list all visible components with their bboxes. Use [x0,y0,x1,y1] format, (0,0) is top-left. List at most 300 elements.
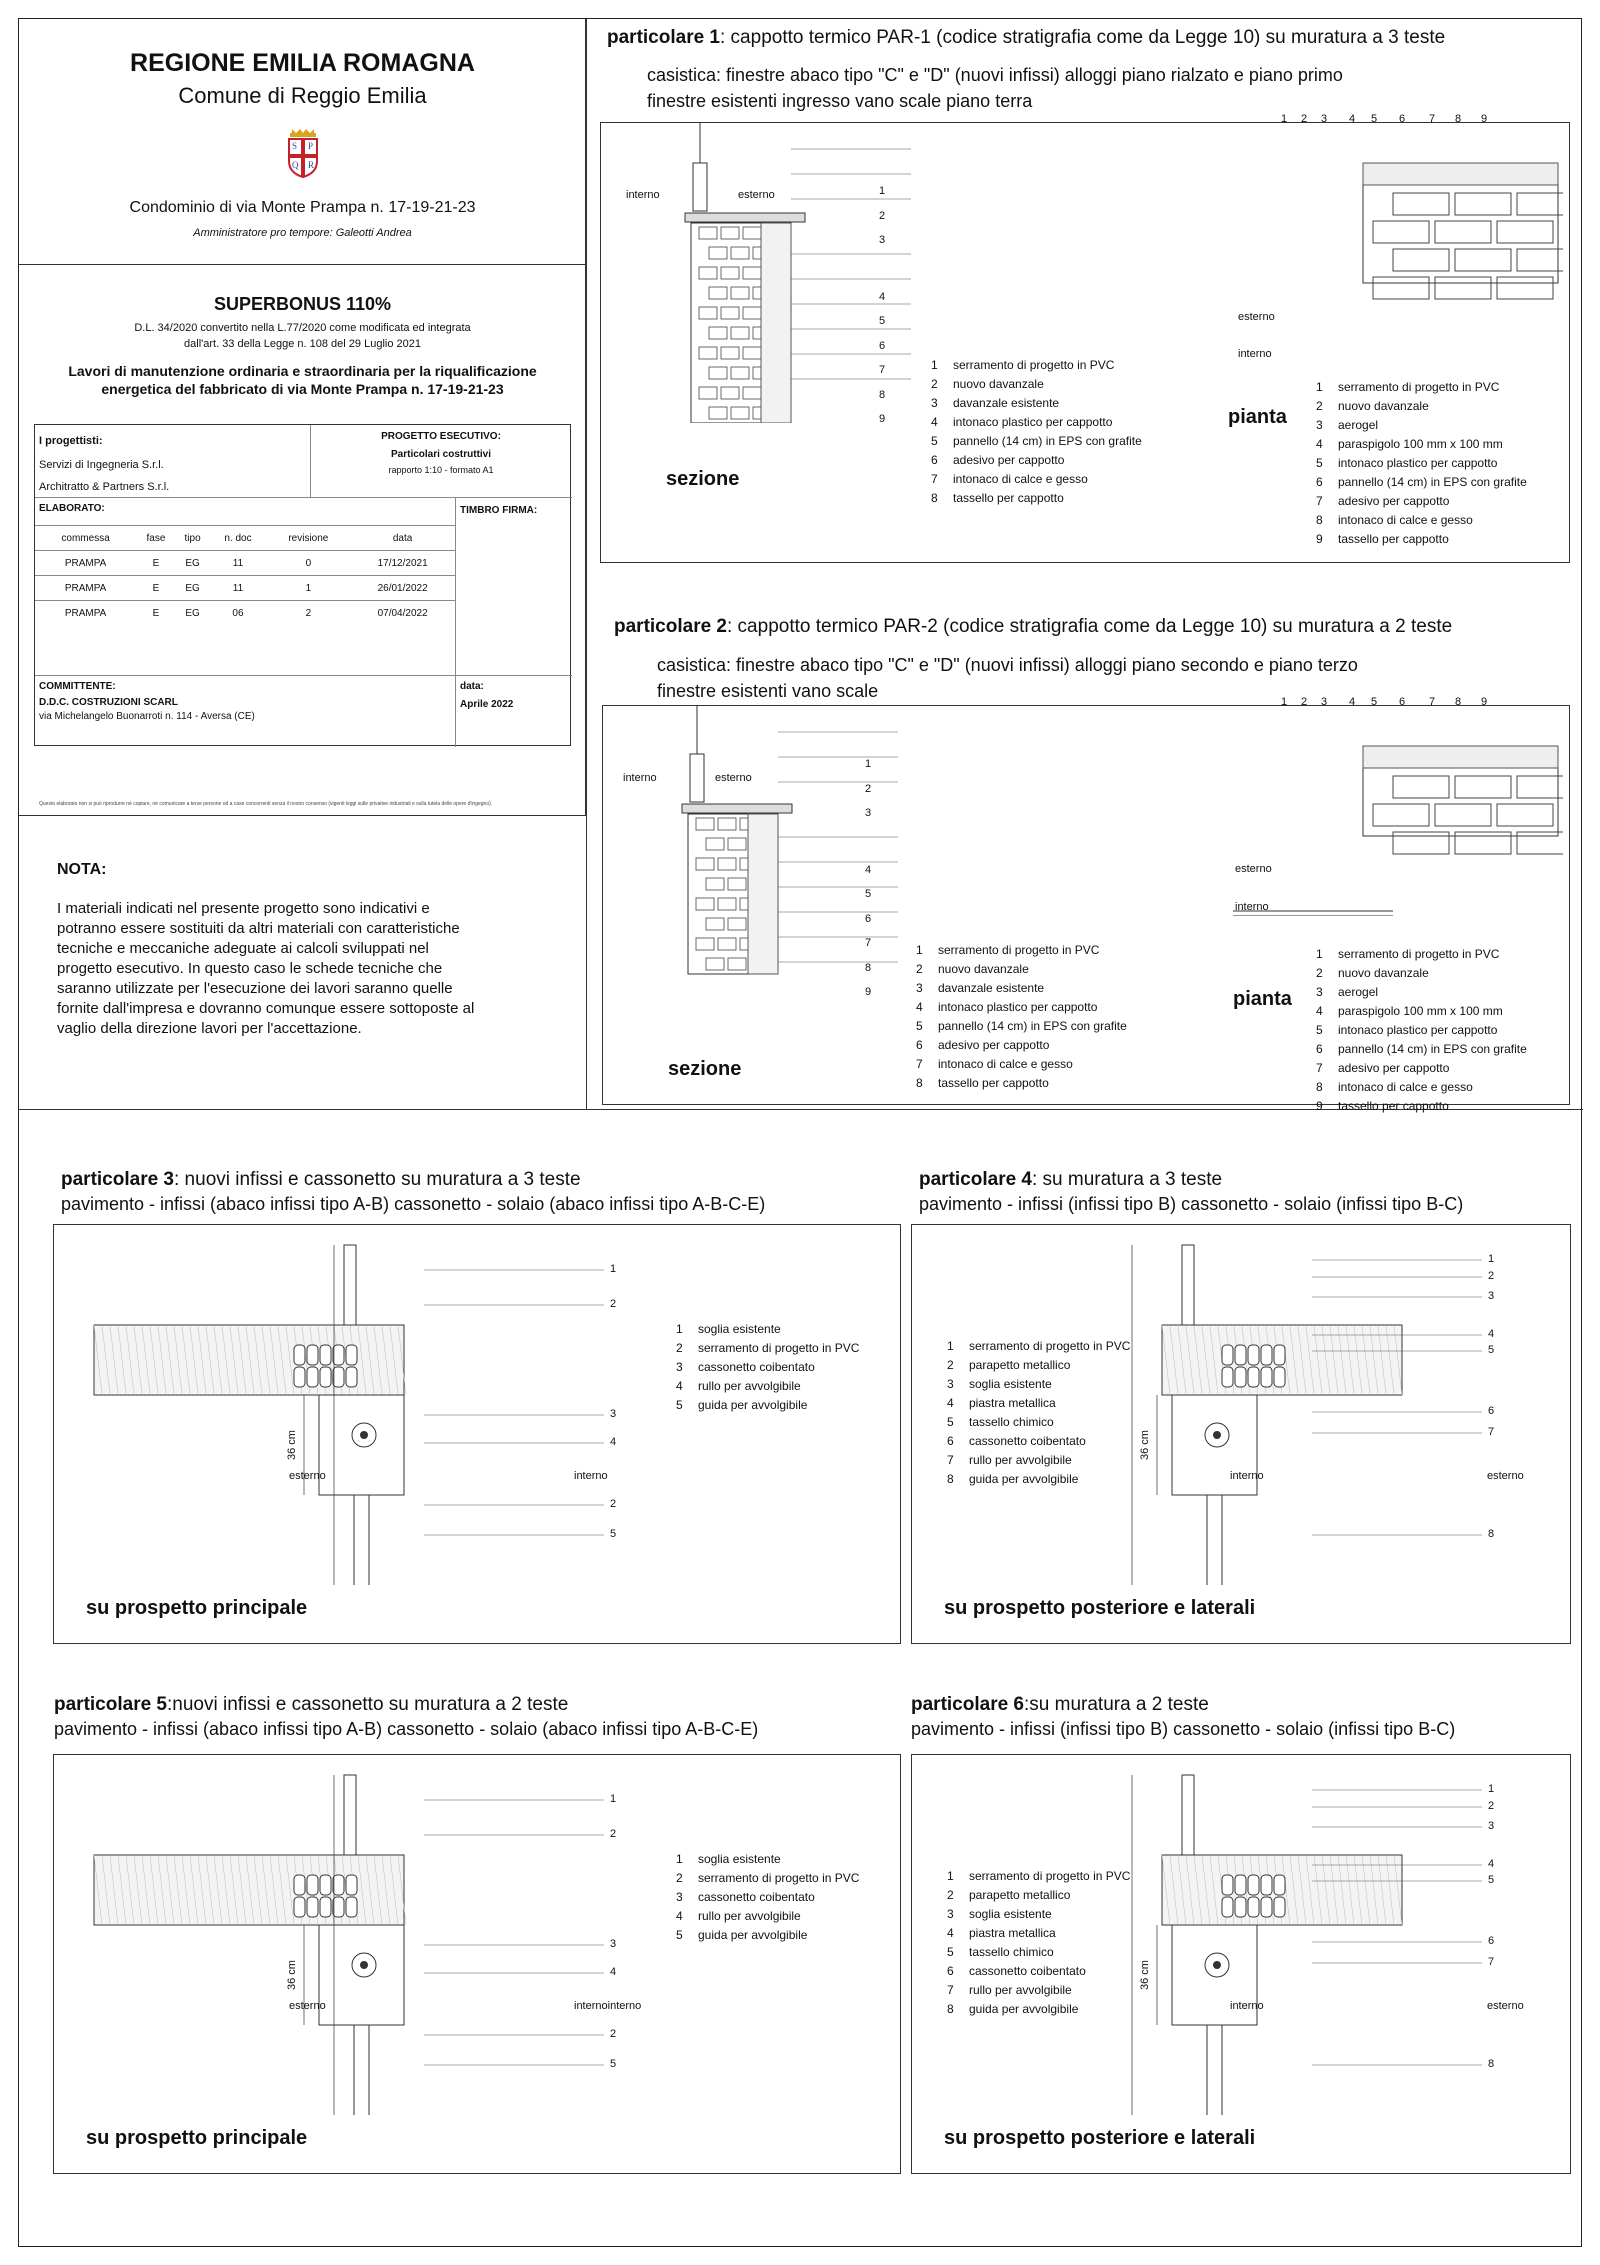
brick [1435,221,1491,243]
legend-text: nuovo davanzale [938,962,1029,976]
legend-number: 7 [916,1057,923,1071]
detail-callout-number: 5 [610,2058,617,2070]
legend-number: 3 [931,396,938,410]
cell: E [136,576,176,601]
table-row [35,576,455,601]
nota-line: I materiali indicati nel presente progetto sono indicativi e [57,900,430,917]
legend-number: 6 [947,1964,954,1978]
brick [728,918,746,930]
legend-item [916,1017,1127,1036]
legend-text: intonaco di calce e gesso [953,472,1088,486]
legend-number: 2 [676,1871,683,1885]
p6-frame [911,1754,1571,2174]
brick [1517,776,1563,798]
brick [1373,804,1429,826]
brick [1455,776,1511,798]
brick [1435,804,1491,826]
superbonus-line2: dall'art. 33 della Legge n. 108 del 29 Luglio 2021 [184,338,421,350]
brick [699,227,717,239]
block-cell [320,1345,331,1365]
legend-number: 4 [916,1000,923,1014]
hsep-2 [35,675,572,676]
brick [1393,832,1449,854]
p4-legend [947,1337,1130,1489]
detail-callout-number: 2 [610,2028,617,2040]
legend-number: 7 [1316,494,1323,508]
brick [1455,193,1511,215]
block-cell [346,1367,357,1387]
legend-text: intonaco plastico per cappotto [1338,456,1498,470]
legend-item [1316,473,1527,492]
plan-callout-number: 4 [1349,113,1356,125]
progettista-1: Servizi di Ingegneria S.r.l. [39,459,164,471]
block-cell [1235,1875,1246,1895]
crest-letter-q: Q [292,160,299,170]
legend-text: intonaco plastico per cappotto [953,415,1113,429]
block-cell [333,1345,344,1365]
interno-label: interno [1230,1470,1264,1482]
col-fase: fase [136,526,176,551]
crest-letter-s: S [292,141,298,151]
detail-callout-number: 4 [610,1436,617,1448]
block-cell [320,1875,331,1895]
plan-bricks [1363,746,1563,854]
legend-text: serramento di progetto in PVC [953,358,1115,372]
block-cell [346,1897,357,1917]
p3-title-rest: : nuovi infissi e cassonetto su muratura a 3 teste [174,1169,581,1190]
plan-callout-number: 8 [1455,113,1462,125]
plan-callout-number: 7 [1429,696,1436,708]
window-frame [690,754,704,802]
plan-callout-number: 2 [1301,696,1308,708]
legend-item [916,960,1127,979]
block-cell [333,1875,344,1895]
legend-item [916,1036,1127,1055]
cell: 06 [209,601,266,626]
legend-item [1316,964,1527,983]
legend-text: serramento di progetto in PVC [698,1871,860,1885]
brick [1455,249,1511,271]
p4-title-bold: particolare 4 [919,1169,1032,1190]
p2-title [614,616,1452,638]
superbonus-line1: D.L. 34/2020 convertito nella L.77/2020 come modificata ed integrata [134,322,471,334]
p3-sub: pavimento - infissi (abaco infissi tipo A-B) cassonetto - solaio (abaco infissi tipo A-B-C-E) [61,1194,766,1214]
legend-number: 2 [676,1341,683,1355]
cell: 0 [266,551,350,576]
legend-number: 2 [1316,966,1323,980]
legend-item [916,941,1127,960]
brick [1393,776,1449,798]
brick [731,287,749,299]
disclaimer: Questo elaborato non si può riprodurre né copiare, né comunicare a terze persone od a case concorrenti senza il nostro consenso (vigenti leggi sulle privative industriali e sulla tutela delle opere d'ingegno). [39,801,493,807]
superbonus-title: SUPERBONUS 110% [213,294,392,314]
brick [709,247,727,259]
nota-line: fornite dall'impresa e dovranno comunque essere sottoposte al [57,1000,475,1017]
legend-text: guida per avvolgibile [698,1398,808,1412]
detail-callout-number: 4 [610,1966,617,1978]
progettista-2: Architratto & Partners S.r.l. [39,481,170,493]
p1-legend-pianta [1316,378,1527,549]
brick [1373,221,1429,243]
legend-item [916,1055,1127,1074]
detail-callout-number: 5 [610,1528,617,1540]
callout: 4 [865,863,872,876]
p4-sub: pavimento - infissi (infissi tipo B) cassonetto - solaio (infissi tipo B-C) [919,1194,1464,1214]
legend-number: 8 [947,1472,954,1486]
legend-text: tassello per cappotto [938,1076,1049,1090]
callout: 2 [865,782,872,795]
legend-text: pannello (14 cm) in EPS con grafite [1338,1042,1527,1056]
legend-text: soglia esistente [698,1322,781,1336]
legend-number: 9 [1316,1099,1323,1113]
legend-text: intonaco di calce e gesso [938,1057,1073,1071]
block-cell [294,1875,305,1895]
block-cell [307,1345,318,1365]
detail-callout-number: 7 [1488,1956,1495,1968]
legend-item [676,1907,859,1926]
legend-text: cassonetto coibentato [969,1964,1086,1978]
cell: 26/01/2022 [350,576,455,601]
brick [743,267,761,279]
p1-sezione-label: sezione [666,468,740,490]
legend-item [916,1074,1127,1093]
callout: 3 [879,234,886,246]
legend-number: 8 [1316,1080,1323,1094]
legend-text: intonaco plastico per cappotto [938,1000,1098,1014]
p5-title [54,1694,568,1716]
superbonus-desc2: energetica del fabbricato di via Monte Prampa n. 17-19-21-23 [101,381,504,397]
committente-label: COMMITTENTE: [39,681,116,692]
legend-text: tassello chimico [969,1945,1054,1959]
brick [706,918,724,930]
interno-label: interno [1230,2000,1264,2012]
plan-callout-number: 1 [1281,113,1288,125]
brick [706,958,724,970]
legend-number: 4 [676,1909,683,1923]
legend-number: 7 [1316,1061,1323,1075]
brick [696,858,714,870]
block-cell [1235,1367,1246,1387]
legend-number: 5 [947,1945,954,1959]
legend-text: pannello (14 cm) in EPS con grafite [953,434,1142,448]
legend-text: piastra metallica [969,1926,1056,1940]
callout: 7 [879,364,886,376]
plan-callout-number: 4 [1349,696,1356,708]
legend-text: intonaco di calce e gesso [1338,1080,1473,1094]
callout: 1 [865,758,872,770]
p2-sezione-label: sezione [668,1058,742,1080]
legend-item [1316,378,1527,397]
brick [706,838,724,850]
p2-interno-label: interno [623,772,657,784]
window-frame [693,163,707,211]
p1-frame [600,113,1570,563]
brick [718,858,736,870]
legend-number: 2 [947,1888,954,1902]
p2-sub2: finestre esistenti vano scale [657,681,879,701]
nota-line: potranno essere sostituiti da altri materiali con caratteristiche [57,920,460,937]
legend-item [947,1337,1130,1356]
p1-title-bold: particolare 1 [607,27,720,48]
block-cell [1274,1875,1285,1895]
p2-pianta-label: pianta [1233,988,1292,1010]
callout: 4 [879,290,886,303]
plan-callout-number: 3 [1321,696,1328,708]
col-data: data [350,526,455,551]
data-value: Aprile 2022 [460,699,514,710]
brick [731,367,749,379]
cell: EG [176,551,210,576]
legend-text: rullo per avvolgibile [969,1983,1072,1997]
plan-callout-number: 1 [1281,696,1288,708]
insulation-panel [748,814,778,974]
legend-text: pannello (14 cm) in EPS con grafite [938,1019,1127,1033]
cassonetto [319,1925,404,2025]
crest-letter-r: R [308,160,315,170]
brick [743,227,761,239]
legend-item [947,1413,1130,1432]
legend-number: 3 [1316,985,1323,999]
callout: 5 [879,315,886,327]
nota-line: saranno utilizzate per l'esecuzione dei lavori saranno quelle [57,980,453,997]
brick [1517,193,1563,215]
block-cell [1261,1875,1272,1895]
brick [743,387,761,399]
legend-item [676,1396,859,1415]
legend-number: 8 [931,491,938,505]
legend-text: adesivo per cappotto [938,1038,1050,1052]
legend-text: davanzale esistente [938,981,1045,995]
block-cell [1222,1897,1233,1917]
block-cell [320,1367,331,1387]
legend-text: intonaco plastico per cappotto [1338,1023,1498,1037]
legend-item [947,1924,1130,1943]
interno-label: internointerno [574,2000,642,2012]
brick [728,838,746,850]
detail-callout-number: 5 [1488,1344,1495,1356]
cassonetto [319,1395,404,1495]
p2-title-bold: particolare 2 [614,616,727,637]
p6-title-bold: particolare 6 [911,1694,1024,1715]
legend-item [931,356,1142,375]
block-cell [333,1897,344,1917]
legend-item [1316,1002,1527,1021]
title-table [34,424,571,746]
callout: 2 [879,209,886,222]
block-cell [1235,1897,1246,1917]
p3-title [61,1169,581,1191]
p5-frame [53,1754,901,2174]
nota-title: NOTA: [57,861,107,878]
legend-number: 1 [947,1339,954,1353]
legend-number: 7 [931,472,938,486]
legend-text: soglia esistente [698,1852,781,1866]
legend-item [676,1888,859,1907]
legend-number: 3 [1316,418,1323,432]
brick [1393,193,1449,215]
legend-item [1316,1040,1527,1059]
sill [685,213,805,222]
legend-item [1316,397,1527,416]
timbro-label: TIMBRO FIRMA: [460,505,538,516]
roller-axis [1213,1431,1221,1439]
dimension-label: 36 cm [1138,1430,1151,1460]
legend-text: rullo per avvolgibile [969,1453,1072,1467]
legend-text: parapetto metallico [969,1888,1071,1902]
callout: 6 [865,912,872,925]
block-cell [333,1367,344,1387]
roller-axis [360,1961,368,1969]
legend-number: 5 [947,1415,954,1429]
cell: EG [176,601,210,626]
legend-item [931,451,1142,470]
legend-number: 6 [931,453,938,467]
block-cell [1248,1367,1259,1387]
cell: PRAMPA [35,601,136,626]
amministratore-line: Amministratore pro tempore: Galeotti Andrea [193,227,412,239]
block-cell [1274,1897,1285,1917]
p6-title [911,1694,1209,1716]
hsep-1 [35,497,572,498]
block-cell [1248,1875,1259,1895]
legend-item [947,1886,1130,1905]
detail-callout-number: 5 [1488,1874,1495,1886]
table-row [35,601,455,626]
brick [1497,804,1553,826]
sill [682,804,792,813]
legend-text: aerogel [1338,418,1379,432]
legend-number: 7 [947,1983,954,1997]
brick [1517,249,1563,271]
legend-item [931,489,1142,508]
legend-item [947,1962,1130,1981]
legend-number: 4 [1316,1004,1323,1018]
p6-sub: pavimento - infissi (infissi tipo B) cassonetto - solaio (infissi tipo B-C) [911,1719,1456,1739]
legend-number: 8 [947,2002,954,2016]
p5-sub: pavimento - infissi (abaco infissi tipo A-B) cassonetto - solaio (abaco infissi tipo A-B-C-E) [54,1719,759,1739]
legend-item [947,1470,1130,1489]
drawing-sheet [18,18,1582,2247]
p2-esterno-label: esterno [715,772,752,784]
legend-text: rullo per avvolgibile [698,1379,801,1393]
nota-text [57,899,557,1039]
cell: 07/04/2022 [350,601,455,626]
detail-footer-label: su prospetto posteriore e laterali [944,1597,1256,1619]
coat-of-arms [282,127,324,179]
detail-callout-number: 3 [1488,1820,1495,1832]
plan-callout-number: 2 [1301,113,1308,125]
p2-section-callouts [865,752,871,1005]
brick [731,407,749,419]
p1-sub2: finestre esistenti ingresso vano scale piano terra [647,91,1033,111]
p5-legend [676,1850,859,1945]
p2-plan-interno: interno [1235,901,1269,913]
legend-text: cassonetto coibentato [698,1360,815,1374]
p4-title-rest: : su muratura a 3 teste [1032,1169,1223,1190]
callout: 3 [865,807,872,819]
block-cell [1248,1345,1259,1365]
brick [699,307,717,319]
detail-callout-number: 2 [1488,1270,1495,1282]
legend-number: 1 [931,358,938,372]
legend-text: piastra metallica [969,1396,1056,1410]
legend-number: 5 [676,1398,683,1412]
p2-sub1: casistica: finestre abaco tipo "C" e "D" (nuovi infissi) alloggi piano secondo e piano terzo [657,655,1358,675]
legend-number: 3 [676,1890,683,1904]
legend-text: guida per avvolgibile [969,2002,1079,2016]
legend-text: tassello chimico [969,1415,1054,1429]
revision-header-row [35,526,455,551]
plan-callout-number: 9 [1481,696,1488,708]
detail-callout-number: 6 [1488,1935,1495,1947]
p2-plan-esterno: esterno [1235,863,1272,875]
plan-bricks [1363,163,1563,299]
dimension-label: 36 cm [1138,1960,1151,1990]
block-cell [1261,1897,1272,1917]
legend-text: nuovo davanzale [953,377,1044,391]
callout: 5 [865,888,872,900]
legend-number: 3 [916,981,923,995]
divider [19,264,586,265]
brick [699,387,717,399]
brick [718,938,736,950]
brick [743,347,761,359]
rapporto: rapporto 1:10 - formato A1 [388,465,494,475]
block-cell [1261,1345,1272,1365]
legend-item [931,432,1142,451]
legend-item [676,1850,859,1869]
detail-callout-number: 1 [610,1263,617,1275]
legend-text: soglia esistente [969,1377,1052,1391]
legend-text: adesivo per cappotto [1338,1061,1450,1075]
legend-text: serramento di progetto in PVC [698,1341,860,1355]
legend-item [676,1377,859,1396]
legend-number: 1 [1316,380,1323,394]
col-ndoc: n. doc [209,526,266,551]
legend-number: 4 [676,1379,683,1393]
legend-text: paraspigolo 100 mm x 100 mm [1338,437,1503,451]
esterno-label: esterno [1487,2000,1524,2012]
cell: 2 [266,601,350,626]
detail-footer-label: su prospetto principale [86,2127,308,2149]
esterno-label: esterno [1487,1470,1524,1482]
legend-number: 2 [916,962,923,976]
legend-item [676,1869,859,1888]
detail-callout-number: 6 [1488,1405,1495,1417]
legend-item [1316,945,1527,964]
detail-callout-number: 8 [1488,1528,1495,1540]
brick [728,958,746,970]
plan-callout-number: 5 [1371,113,1378,125]
legend-text: rullo per avvolgibile [698,1909,801,1923]
wall-outline [691,223,761,423]
legend-item [916,998,1127,1017]
legend-item [931,394,1142,413]
block-cell [1274,1345,1285,1365]
legend-number: 2 [931,377,938,391]
brick [728,878,746,890]
detail-footer-label: su prospetto principale [86,1597,308,1619]
legend-item [947,1356,1130,1375]
legend-number: 1 [676,1322,683,1336]
p3-detail-drawing [54,1225,900,1643]
p2-legend-sezione [916,941,1127,1093]
legend-text: adesivo per cappotto [953,453,1065,467]
legend-number: 4 [947,1396,954,1410]
block-cell [294,1367,305,1387]
brick [721,227,739,239]
table-row [35,551,455,576]
